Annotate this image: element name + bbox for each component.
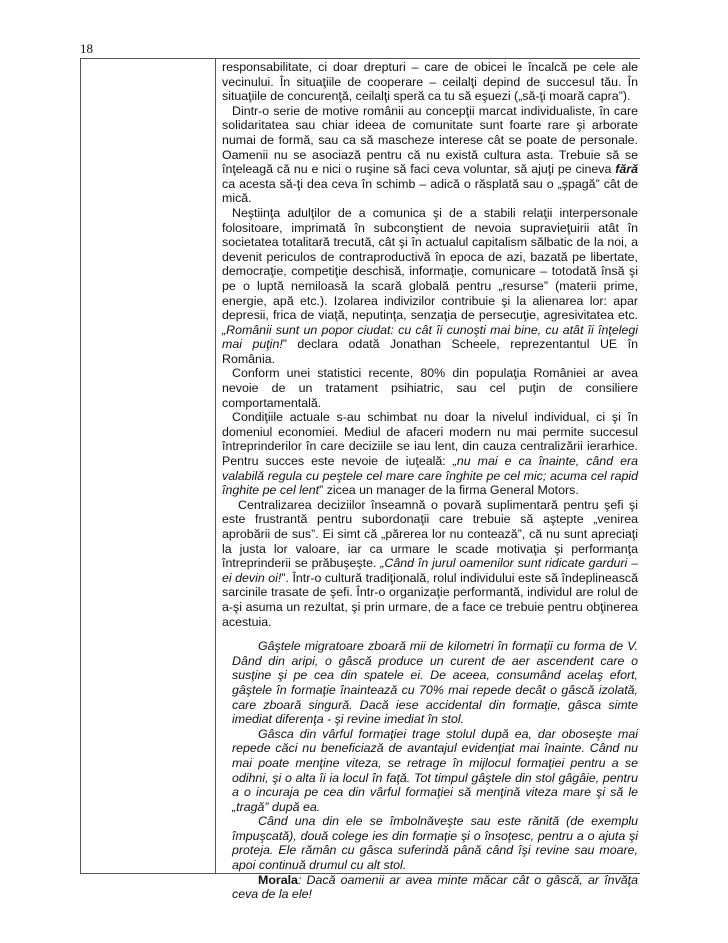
- paragraph-text: Dintr-o serie de motive românii au concepţii marcat individualiste, în care solidaritatea sau chiar ideea de comunitate sunt foarte rare şi arborate numai de formă, sau ca să mascheze interese cât se poate de personale. Oamenii nu se asociază pentru că nu există cultura asta. Trebuie să se înţeleagă că nu e nici o ruşine să faci ceva voluntar, să ajuţi pe cineva: [222, 103, 638, 177]
- paragraph-text: ” declara odată Jonathan Scheele, reprezentantul UE în România.: [222, 337, 638, 366]
- page-number: 18: [80, 41, 93, 56]
- quote-scheele: „Românii sunt un popor ciudat: cu cât îi cunoşti mai bine, cu atât îi înţelegi mai puţin!: [222, 322, 638, 352]
- paragraph-continuation: responsabilitate, ci doar drepturi – care de obicei le încalcă pe cele ale vecinului. În situaţiile de cooperare – ceilalţi depind de succesul tău. În situaţiile de concurenţă, ceilalţi speră ca tu să eşuezi („să-ţi moară capra”).: [222, 60, 638, 104]
- moral-text: : Dacă oamenii ar avea minte măcar cât o gâscă, ar învăţa ceva de la ele!: [232, 872, 638, 902]
- story-geese-injured: Când una din ele se îmbolnăveşte sau este rănită (de exemplu împuşcată), două colege ies din formaţie şi o însoţesc, pentru a o ajuta şi proteja. Ele rămân cu gâsca suferindă până când îşi revine sau moare, apoi continuă drumul cu alt stol.: [232, 814, 638, 873]
- paragraph-text: Neştiinţa adulţilor de a comunica şi de a stabili relaţii interpersonale folositoare, imprimată în subconştient de nevoia supravieţuirii atât în societatea totalitară trecută, cât şi în actualul capitalism sălbatic de la noi, a devenit periculos de contraproductivă în epoca de azi, bazată pe libertate, democraţie, competiţie deschisă, informaţie, comunicare – totodată însă şi pe o luptă nemiloasă la scară globală pentru „resurse” (materii prime, energie, apă etc.). Izolarea indivizilor contribuie şi la alienarea lor: apar depresii, frica de viaţă, neputinţa, senzaţia de persecuţie, agresivitatea etc.: [222, 205, 638, 323]
- paragraph-economy: [222, 410, 638, 498]
- paragraph-centralization: [222, 498, 638, 629]
- story-moral: [222, 873, 638, 902]
- paragraph-text: Centralizarea deciziilor înseamnă o povară suplimentară pentru şefi şi este frustrantă pentru subordonaţii care trebuie să aştepte „venirea aprobării de sus”. Ei simt că „părerea lor nu contează”, că nu sunt apreciaţi la justa lor valoare, iar ca urmare le scade motivaţia şi performanţa întreprinderii se prăbuşeşte.: [222, 497, 638, 571]
- emphasis-fara: fără: [615, 162, 638, 177]
- quote-general-motors: „nu mai e ca înainte, când era valabilă regula cu peştele cel mare care înghite pe cel mic; acuma cel rapid înghite pe cel lent: [222, 454, 638, 498]
- story-geese-formation: Gâştele migratoare zboară mii de kilometri în formaţii cu forma de V. Dând din aripi, o gâscă produce un curent de aer ascendent care o susţine şi pe cea din spatele ei. De aceea, consumând acelaş efort, gâştele în formaţie înaintează cu 70% mai repede decât o gâscă izolată, care zboară singură. Dacă iese accidental din formaţie, gâsca simte imediat diferenţa - şi revine imediat în stol.: [232, 639, 638, 727]
- quote-garduri: „Când în jurul oamenilor sunt ridicate garduri – ei devin oi!: [222, 556, 639, 585]
- paragraph-text: Condiţiile actuale s-au schimbat nu doar la nivelul individual, ci şi în domeniul economiei. Mediul de afaceri modern nu mai permite succesul întreprinderilor în care deciziile se iau lent, din cauza centralizării ierarhice. Pentru succes este nevoie de iuţeală:: [222, 410, 638, 469]
- paragraph-statistics: Conform unei statistici recente, 80% din populaţia României ar avea nevoie de un tratament psihiatric, sau cel puţin de consiliere comportamentală.: [222, 366, 638, 410]
- margin-column-divider: [215, 58, 216, 873]
- paragraph-text: ” zicea un manager de la firma General Motors.: [319, 483, 579, 498]
- table-top-border: [80, 58, 640, 59]
- paragraph-communication: [222, 206, 638, 367]
- story-geese-leader: Gâsca din vârful formaţiei trage stolul după ea, dar oboseşte mai repede căci nu beneficiază de avantajul evidenţiat mai înainte. Când nu mai poate menţine viteza, se retrage în mijlocul formaţiei pentru a se odihni, şi o alta îi ia locul în faţă. Tot timpul gâştele din stol gâgâie, pentru a o incuraja pe cea din vârful formaţiei să menţină viteza mare şi să le „tragă” după ea.: [232, 726, 638, 814]
- moral-label: Morala: [258, 872, 298, 887]
- paragraph-text: ”. Într-o cultură tradiţională, rolul individului este să îndeplinească sarcinile trasate de şefi. Într-o organizaţie performantă, individul are rolul de a-şi asuma un rezultat, şi prin urmare, de a face ce trebuie pentru obţinerea acestuia.: [222, 570, 638, 629]
- table-left-border: [80, 58, 81, 873]
- paragraph-individualism: [222, 104, 638, 206]
- main-text-column: [222, 60, 638, 902]
- paragraph-text: ca acesta să-ţi dea ceva în schimb – adică o răsplată sau o „şpagă” cât de mică.: [222, 176, 638, 206]
